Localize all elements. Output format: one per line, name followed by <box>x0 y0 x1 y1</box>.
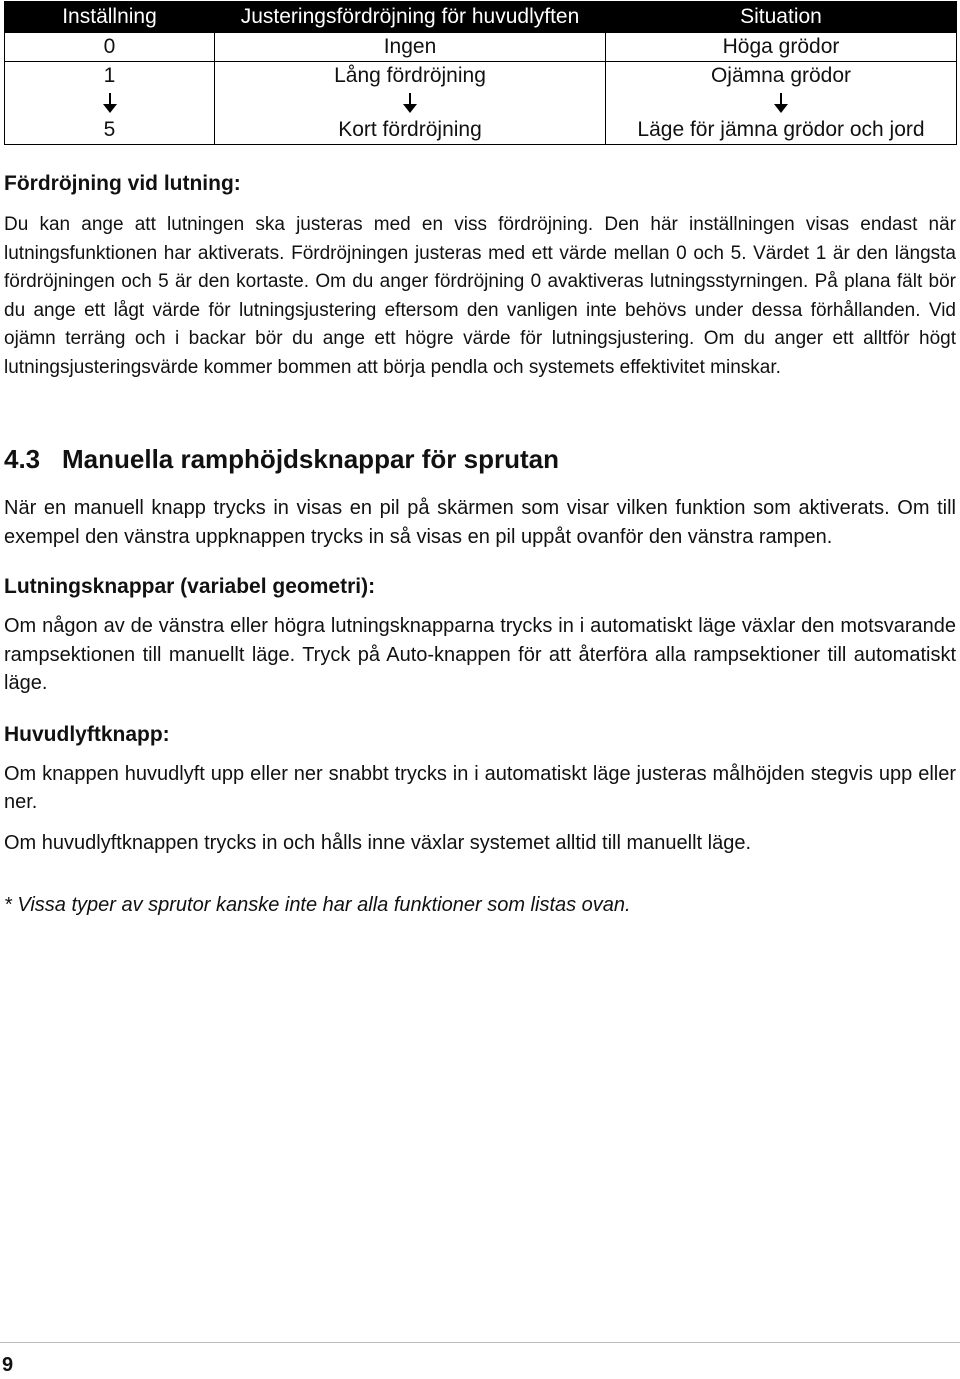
paragraph-main-lift-1: Om knappen huvudlyft upp eller ner snabbt trycks in i automatiskt läge justeras målhöjden stegvis upp eller ner. <box>4 762 956 813</box>
delay-long: Lång fördröjning <box>334 64 486 87</box>
table-header-row <box>5 2 957 33</box>
section-heading-tilt-buttons: Lutningsknappar (variabel geometri): <box>4 575 376 598</box>
cell-setting-0: 0 <box>5 33 215 62</box>
arrow-down-icon <box>402 90 418 116</box>
footnote: * Vissa typer av sprutor kanske inte har alla funktioner som listas ovan. <box>4 894 631 916</box>
document-body <box>4 170 956 920</box>
page-number: 9 <box>2 1354 14 1376</box>
section-heading-tilt-delay: Fördröjning vid lutning: <box>4 172 241 195</box>
section-number: 4.3 <box>4 444 41 474</box>
settings-table <box>4 1 957 145</box>
cell-delay-none: Ingen <box>215 33 606 62</box>
setting-value-1: 1 <box>103 64 116 87</box>
section-heading-main-lift: Huvudlyftknapp: <box>4 722 170 746</box>
header-situation: Situation <box>606 2 957 33</box>
cell-situation-high-crops: Höga grödor <box>606 33 957 62</box>
paragraph-tilt-delay: Du kan ange att lutningen ska justeras med en viss fördröjning. Den här inställningen visas endast när lutningsfunktionen har aktiverats. Fördröjningen justeras med ett värde mellan 0 och 5. Värdet 1 är den längsta fördröjningen och 5 är den kortaste. Om du anger fördröjning 0 avaktiveras lutningsstyrningen. På plana fält bör du ange ett lågt värde för lutningsjustering eftersom den vanligen inte behövs under dessa förhållanden. Vid ojämn terräng och i backar bör du ange ett högre värde för lutningsjustering. Om du anger ett alltför högt lutningsjusteringsvärde kommer bommen att börja pendla och systemets effektivitet minskar. <box>4 214 956 378</box>
section-title-manual-buttons <box>4 443 956 475</box>
cell-setting-range <box>5 62 215 145</box>
arrow-down-icon <box>102 90 118 116</box>
paragraph-manual-buttons: När en manuell knapp trycks in visas en pil på skärmen som visar vilken funktion som aktiverats. Om till exempel den vänstra uppknappen trycks in så visas en pil uppåt ovanför den vänstra rampen. <box>4 497 956 548</box>
situation-uneven-crops: Ojämna grödor <box>710 64 852 87</box>
delay-short: Kort fördröjning <box>338 118 482 141</box>
section-title-text: Manuella ramphöjdsknappar för sprutan <box>62 444 559 474</box>
cell-situation-range <box>606 62 957 145</box>
paragraph-tilt-buttons: Om någon av de vänstra eller högra lutningsknapparna trycks in i automatiskt läge växlar den motsvarande rampsektionen till manuellt läge. Tryck på Auto-knappen för att återföra alla rampsektioner till automatiskt läge. <box>4 615 956 694</box>
table-row <box>5 62 957 145</box>
cell-delay-range <box>215 62 606 145</box>
header-delay: Justeringsfördröjning för huvudlyften <box>215 2 606 33</box>
table-row <box>5 33 957 62</box>
paragraph-main-lift-2: Om huvudlyftknappen trycks in och hålls inne växlar systemet alltid till manuellt läge. <box>4 831 752 854</box>
footer-divider <box>0 1342 960 1343</box>
header-setting: Inställning <box>5 2 215 33</box>
arrow-down-icon <box>773 90 789 116</box>
setting-value-5: 5 <box>103 118 116 141</box>
situation-even-crops-soil: Läge för jämna grödor och jord <box>637 118 925 141</box>
